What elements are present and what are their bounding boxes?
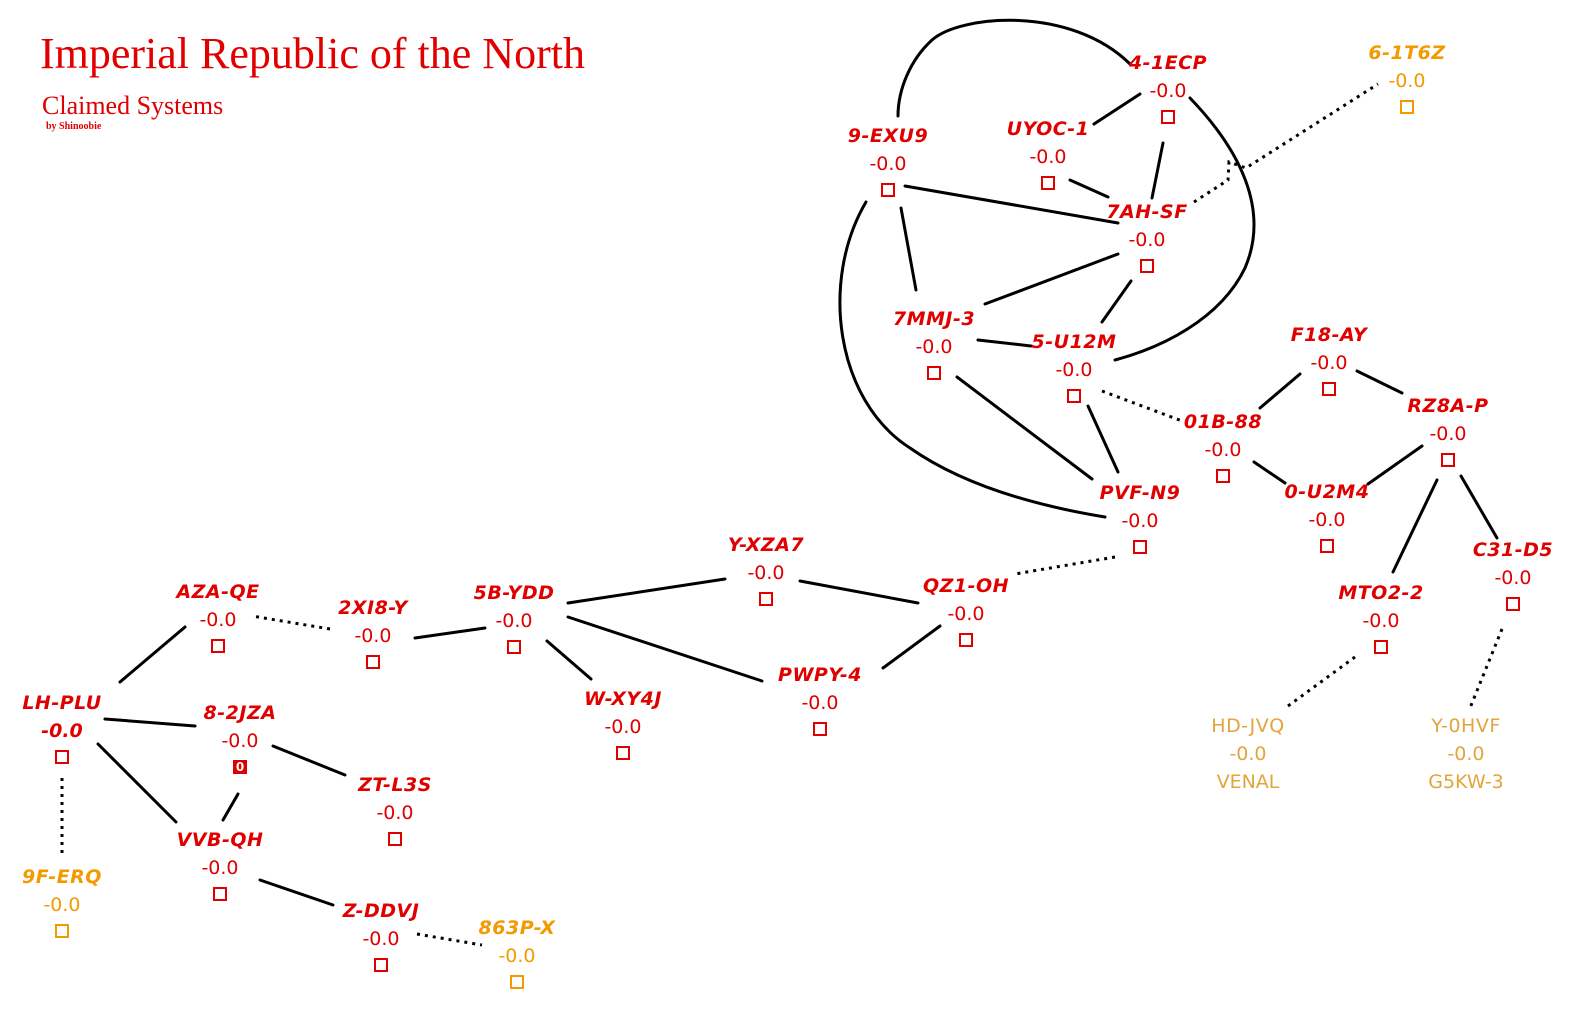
system-name: 5-U12M — [1031, 331, 1117, 353]
jump-7AH-SF-5-U12M — [1102, 281, 1131, 322]
system-node-VVB-QH[interactable] — [145, 831, 295, 901]
system-name: F18-AY — [1290, 324, 1368, 346]
system-value: -0.0 — [801, 692, 839, 714]
system-node-AZA-QE[interactable] — [143, 583, 293, 653]
system-marker-icon — [959, 633, 973, 647]
system-value: -0.0 — [1055, 359, 1093, 381]
system-name: C31-D5 — [1472, 539, 1554, 561]
system-value: -0.0 — [1128, 229, 1166, 251]
system-name: W-XY4J — [584, 688, 662, 710]
system-name: 863P-X — [478, 917, 556, 939]
author-credit: by Shinoobie — [46, 121, 102, 132]
system-marker-icon — [55, 924, 69, 938]
system-name: PVF-N9 — [1099, 482, 1181, 504]
system-marker-icon — [1133, 540, 1147, 554]
system-node-8-2JZA[interactable] — [165, 704, 315, 774]
system-marker-icon — [813, 722, 827, 736]
system-name: QZ1-OH — [922, 575, 1010, 597]
link-MTO2-2-HD-JVQ — [1288, 657, 1355, 706]
system-name: 5B-YDD — [473, 582, 555, 604]
system-node-W-XY4J[interactable] — [548, 690, 698, 760]
system-marker-icon — [1041, 176, 1055, 190]
system-marker-icon — [1374, 640, 1388, 654]
system-marker-icon — [881, 183, 895, 197]
system-node-0-U2M4[interactable] — [1252, 483, 1402, 553]
system-name: Z-DDVJ — [342, 900, 420, 922]
system-node-7AH-SF[interactable] — [1072, 203, 1222, 273]
system-marker-icon — [213, 887, 227, 901]
region-name: VENAL — [1216, 771, 1280, 793]
system-node-Y-XZA7[interactable] — [691, 536, 841, 606]
system-name: 7MMJ-3 — [892, 308, 976, 330]
system-value: -0.0 — [747, 562, 785, 584]
system-value: -0.0 — [201, 857, 239, 879]
system-node-QZ1-OH[interactable] — [891, 577, 1041, 647]
system-node-HD-JVQ[interactable] — [1173, 717, 1323, 792]
system-node-01B-88[interactable] — [1148, 413, 1298, 483]
link-C31-D5-Y-0HVF — [1470, 629, 1502, 708]
system-node-2XI8-Y[interactable] — [298, 599, 448, 669]
map-title: Imperial Republic of the North — [40, 29, 585, 78]
system-value: -0.0 — [1362, 610, 1400, 632]
system-marker-icon — [927, 366, 941, 380]
jump-5-U12M-PVF-N9 — [1088, 406, 1118, 472]
jump-5B-YDD-PWPY-4 — [568, 617, 762, 681]
system-value: -0.0 — [1121, 510, 1159, 532]
system-value: -0.0 — [869, 153, 907, 175]
system-value: -0.0 — [1229, 743, 1267, 765]
system-value: -0.0 — [43, 894, 81, 916]
system-value: -0.0 — [362, 928, 400, 950]
system-name: RZ8A-P — [1407, 395, 1489, 417]
system-node-C31-D5[interactable] — [1438, 541, 1576, 611]
jump-8-2JZA-VVB-QH — [223, 794, 238, 820]
system-marker-icon — [1067, 389, 1081, 403]
system-value: -0.0 — [915, 336, 953, 358]
system-value: -0.0 — [376, 802, 414, 824]
system-value: -0.0 — [947, 603, 985, 625]
system-marker-icon — [366, 655, 380, 669]
system-value: -0.0 — [1029, 146, 1067, 168]
system-node-PVF-N9[interactable] — [1065, 484, 1215, 554]
system-name: MTO2-2 — [1338, 582, 1424, 604]
system-node-7MMJ-3[interactable] — [859, 310, 1009, 380]
system-value: -0.0 — [1204, 439, 1242, 461]
system-name: PWPY-4 — [778, 664, 862, 686]
system-name: 8-2JZA — [203, 702, 277, 724]
jump-RZ8A-P-C31-D5 — [1461, 476, 1497, 538]
system-node-Y-0HVF[interactable] — [1391, 717, 1541, 792]
system-marker-icon — [616, 746, 630, 760]
system-name: 01B-88 — [1183, 411, 1263, 433]
station-marker-icon: 0 — [233, 760, 247, 774]
system-name: 0-U2M4 — [1284, 481, 1370, 503]
system-marker-icon — [1322, 382, 1336, 396]
system-name: UYOC-1 — [1006, 118, 1090, 140]
system-value: -0.0 — [1310, 352, 1348, 374]
system-node-863P-X[interactable] — [442, 919, 592, 989]
jump-9-EXU9-7MMJ-3 — [901, 208, 916, 290]
system-node-9F-ERQ[interactable] — [0, 868, 137, 938]
system-marker-icon — [1441, 453, 1455, 467]
system-name: 9-EXU9 — [847, 125, 929, 147]
system-marker-icon — [1216, 469, 1230, 483]
system-value: -0.0 — [41, 720, 83, 742]
system-marker-icon — [388, 832, 402, 846]
system-value: -0.0 — [354, 625, 392, 647]
map-subtitle: Claimed Systems — [42, 91, 224, 120]
system-value: -0.0 — [221, 730, 259, 752]
system-value: -0.0 — [604, 716, 642, 738]
link-PVF-N9-QZ1-OH — [1015, 557, 1115, 574]
system-node-LH-PLU[interactable] — [0, 694, 137, 764]
system-marker-icon — [1320, 539, 1334, 553]
system-value: -0.0 — [199, 609, 237, 631]
system-name: 7AH-SF — [1106, 201, 1188, 223]
system-node-5-U12M[interactable] — [999, 333, 1149, 403]
system-value: -0.0 — [1447, 743, 1485, 765]
system-marker-icon — [211, 639, 225, 653]
system-node-4-1ECP[interactable] — [1093, 54, 1243, 124]
system-name: HD-JVQ — [1211, 715, 1285, 737]
system-node-PWPY-4[interactable] — [745, 666, 895, 736]
system-name: LH-PLU — [22, 692, 102, 714]
system-name: 4-1ECP — [1128, 52, 1208, 74]
system-marker-icon — [1506, 597, 1520, 611]
system-node-F18-AY[interactable] — [1254, 326, 1404, 396]
system-value: -0.0 — [1388, 70, 1426, 92]
system-name: Y-XZA7 — [727, 534, 805, 556]
system-value: -0.0 — [1429, 423, 1467, 445]
system-marker-icon — [1400, 100, 1414, 114]
system-node-ZT-L3S[interactable] — [320, 776, 470, 846]
system-marker-icon — [1140, 259, 1154, 273]
system-marker-icon — [510, 975, 524, 989]
system-name: 2XI8-Y — [338, 597, 408, 619]
system-value: -0.0 — [1308, 509, 1346, 531]
system-node-MTO2-2[interactable] — [1306, 584, 1456, 654]
system-name: 9F-ERQ — [22, 866, 102, 888]
system-marker-icon — [55, 750, 69, 764]
system-name: VVB-QH — [176, 829, 264, 851]
system-marker-icon — [1161, 110, 1175, 124]
system-marker-icon — [374, 958, 388, 972]
system-value: -0.0 — [1149, 80, 1187, 102]
region-name: G5KW-3 — [1428, 771, 1504, 793]
system-name: Y-0HVF — [1431, 715, 1501, 737]
system-name: ZT-L3S — [358, 774, 432, 796]
system-marker-icon — [759, 592, 773, 606]
system-node-UYOC-1[interactable] — [973, 120, 1123, 190]
system-name: AZA-QE — [176, 581, 260, 603]
system-value: -0.0 — [498, 945, 536, 967]
system-value: -0.0 — [1494, 567, 1532, 589]
system-node-5B-YDD[interactable] — [439, 584, 589, 654]
system-node-6-1T6Z[interactable] — [1332, 44, 1482, 114]
system-marker-icon — [507, 640, 521, 654]
system-name: 6-1T6Z — [1368, 42, 1446, 64]
jump-4-1ECP-7AH-SF — [1152, 143, 1163, 198]
system-value: -0.0 — [495, 610, 533, 632]
system-node-RZ8A-P[interactable] — [1373, 397, 1523, 467]
system-node-Z-DDVJ[interactable] — [306, 902, 456, 972]
system-node-9-EXU9[interactable] — [813, 127, 963, 197]
